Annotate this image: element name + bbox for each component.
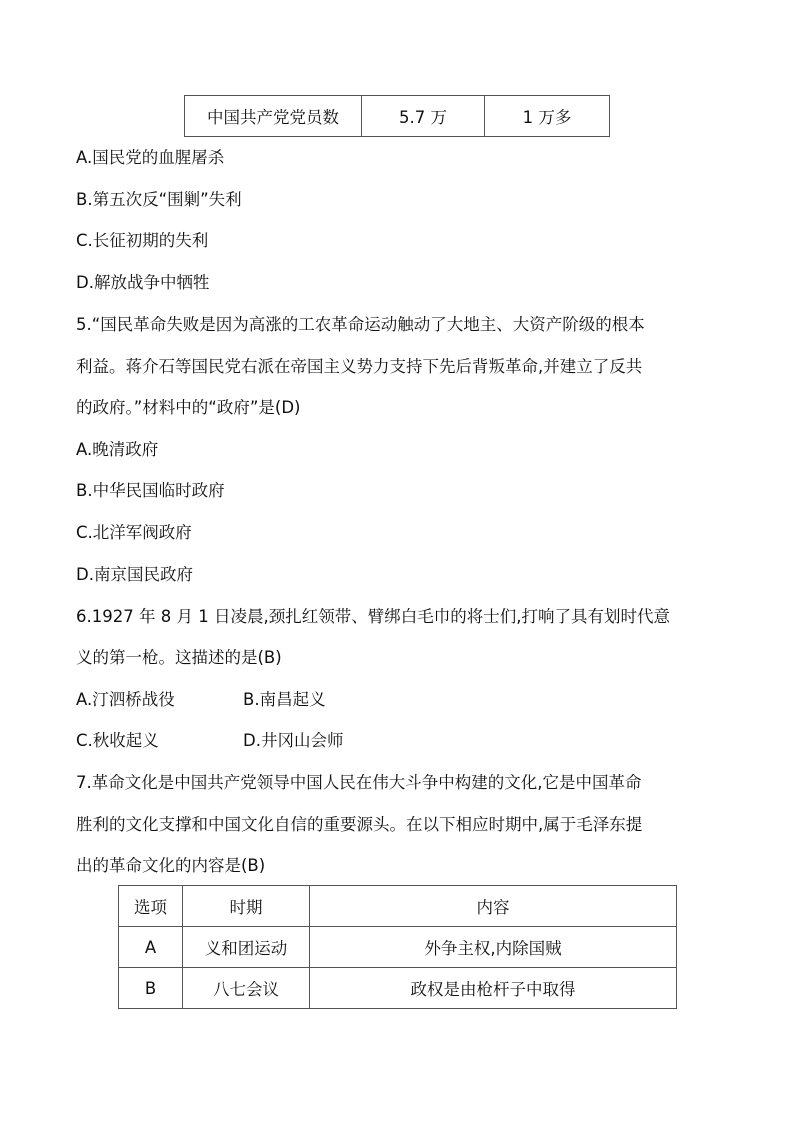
table-cell: 1 万多	[485, 96, 610, 137]
q5-text-line: 利益。蒋介石等国民党右派在帝国主义势力支持下先后背叛革命,并建立了反共	[76, 357, 643, 376]
table-cell: 八七会议	[183, 968, 310, 1009]
q5-option-c: C.北洋军阀政府	[76, 523, 192, 542]
q5-option-a: A.晚清政府	[76, 440, 159, 459]
q7-text-line: 出的革命文化的内容是(B)	[76, 856, 266, 875]
q6-text-line: 义的第一枪。这描述的是(B)	[76, 648, 282, 667]
table-row	[119, 927, 677, 968]
table-row	[119, 968, 677, 1009]
q4-option-c: C.长征初期的失利	[76, 231, 209, 250]
q4-option-d: D.解放战争中牺牲	[76, 273, 210, 292]
q5-text-line: 的政府。”材料中的“政府”是(D)	[76, 398, 301, 417]
q7-text-line: 7.革命文化是中国共产党领导中国人民在伟大斗争中构建的文化,它是中国革命	[76, 773, 642, 792]
table-cell: 5.7 万	[362, 96, 485, 137]
q6-option-a: A.汀泗桥战役	[76, 690, 175, 709]
top-table	[184, 95, 610, 137]
q7-text-line: 胜利的文化支撑和中国文化自信的重要源头。在以下相应时期中,属于毛泽东提	[76, 815, 643, 834]
q5-text-line: 5.“国民革命失败是因为高涨的工农革命运动触动了大地主、大资产阶级的根本	[76, 315, 645, 334]
q7-table	[118, 885, 677, 1009]
q6-text-line: 6.1927 年 8 月 1 日凌晨,颈扎红领带、臂绑白毛巾的将士们,打响了具有划时代意	[76, 607, 670, 626]
q6-option-d: D.井冈山会师	[243, 731, 344, 750]
table-cell: B	[119, 968, 183, 1009]
q6-option-c: C.秋收起义	[76, 731, 159, 750]
q4-option-b: B.第五次反“围剿”失利	[76, 190, 242, 209]
q4-option-a: A.国民党的血腥屠杀	[76, 148, 225, 167]
table-cell: 义和团运动	[183, 927, 310, 968]
table-header-cell: 时期	[183, 886, 310, 927]
table-cell: 中国共产党党员数	[185, 96, 362, 137]
table-header-row	[119, 886, 677, 927]
table-cell: 政权是由枪杆子中取得	[310, 968, 677, 1009]
table-header-cell: 内容	[310, 886, 677, 927]
q6-option-b: B.南昌起义	[243, 690, 326, 709]
table-cell: 外争主权,内除国贼	[310, 927, 677, 968]
q5-option-b: B.中华民国临时政府	[76, 481, 225, 500]
table-row	[185, 96, 610, 137]
table-header-cell: 选项	[119, 886, 183, 927]
table-cell: A	[119, 927, 183, 968]
q5-option-d: D.南京国民政府	[76, 565, 193, 584]
